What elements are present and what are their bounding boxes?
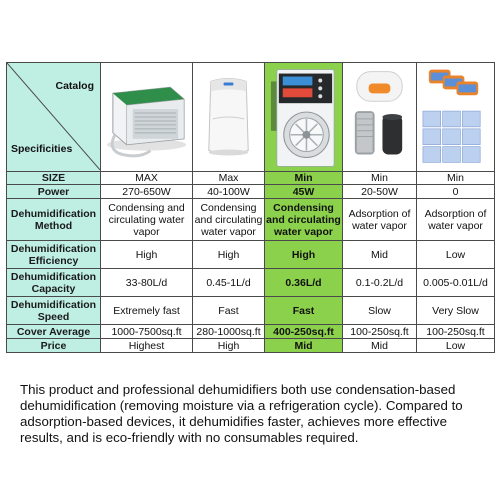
- table-cell: 0: [417, 185, 495, 199]
- table-row: [7, 185, 495, 199]
- table-cell-highlighted: 45W: [265, 185, 343, 199]
- table-cell-highlighted: Fast: [265, 297, 343, 325]
- table-cell: Highest: [101, 339, 193, 353]
- specifications-label: Specificities: [11, 143, 73, 155]
- row-label: Dehumidification Efficiency: [7, 241, 101, 269]
- table-cell: Slow: [343, 297, 417, 325]
- product-image-cell-3: [265, 63, 343, 172]
- table-cell: 40-100W: [193, 185, 265, 199]
- table-cell: Min: [417, 172, 495, 185]
- table-cell: Adsorption of water vapor: [343, 199, 417, 241]
- table-cell: 33-80L/d: [101, 269, 193, 297]
- moisture-absorber-boxes-icon: [417, 63, 494, 171]
- table-cell: Low: [417, 339, 495, 353]
- table-cell: High: [193, 241, 265, 269]
- table-cell: Mid: [343, 241, 417, 269]
- mini-dehumidifier-icon: [265, 63, 342, 171]
- table-cell: Mid: [343, 339, 417, 353]
- table-cell: Low: [417, 241, 495, 269]
- product-image-cell-4: [343, 63, 417, 172]
- table-cell: High: [193, 339, 265, 353]
- table-cell: Extremely fast: [101, 297, 193, 325]
- table-cell: 0.45-1L/d: [193, 269, 265, 297]
- table-cell: Condensing and circulating water vapor: [193, 199, 265, 241]
- table-cell: 100-250sq.ft: [417, 325, 495, 339]
- table-cell: Condensing and circulating water vapor: [101, 199, 193, 241]
- table-cell: 280-1000sq.ft: [193, 325, 265, 339]
- table-cell: MAX: [101, 172, 193, 185]
- table-cell: 270-650W: [101, 185, 193, 199]
- table-cell-highlighted: Condensing and circulating water vapor: [265, 199, 343, 241]
- catalog-label: Catalog: [55, 80, 94, 92]
- row-label: Dehumidification Capacity: [7, 269, 101, 297]
- table-cell: Min: [343, 172, 417, 185]
- row-label: Dehumidification Speed: [7, 297, 101, 325]
- table-row: [7, 172, 495, 185]
- product-description: This product and professional dehumidifiers both use condensation-based dehumidification (removing moisture via a refrigeration cycle). Compared to adsorption-based devices, it dehumidifies faster, achieves more effective results, and is eco-friendly with no consumables required.: [20, 382, 463, 445]
- table-row: [7, 269, 495, 297]
- table-cell: Max: [193, 172, 265, 185]
- table-cell-highlighted: High: [265, 241, 343, 269]
- table-row: [7, 297, 495, 325]
- table-cell: High: [101, 241, 193, 269]
- table-cell: 100-250sq.ft: [343, 325, 417, 339]
- catalog-row: [7, 63, 495, 172]
- table-cell-highlighted: 400-250sq.ft: [265, 325, 343, 339]
- portable-dehumidifier-icon: [193, 63, 264, 171]
- row-label: Dehumidification Method: [7, 199, 101, 241]
- table-cell: 0.005-0.01L/d: [417, 269, 495, 297]
- row-label: Cover Average: [7, 325, 101, 339]
- comparison-table: [6, 62, 495, 353]
- product-image-cell-2: [193, 63, 265, 172]
- product-image-cell-5: [417, 63, 495, 172]
- table-cell: Very Slow: [417, 297, 495, 325]
- product-image-cell-1: [101, 63, 193, 172]
- table-row: [7, 325, 495, 339]
- table-row: [7, 199, 495, 241]
- row-label: Price: [7, 339, 101, 353]
- table-cell: 20-50W: [343, 185, 417, 199]
- small-desiccant-dehumidifier-icon: [343, 63, 416, 171]
- table-cell: Adsorption of water vapor: [417, 199, 495, 241]
- table-cell: 0.1-0.2L/d: [343, 269, 417, 297]
- table-cell: Fast: [193, 297, 265, 325]
- table-row: [7, 339, 495, 353]
- table-cell-highlighted: 0.36L/d: [265, 269, 343, 297]
- table-cell-highlighted: Min: [265, 172, 343, 185]
- catalog-header-cell: [7, 63, 101, 172]
- table-cell-highlighted: Mid: [265, 339, 343, 353]
- table-cell: 1000-7500sq.ft: [101, 325, 193, 339]
- industrial-dehumidifier-icon: [101, 63, 192, 171]
- row-label: Power: [7, 185, 101, 199]
- table-row: [7, 241, 495, 269]
- row-label: SIZE: [7, 172, 101, 185]
